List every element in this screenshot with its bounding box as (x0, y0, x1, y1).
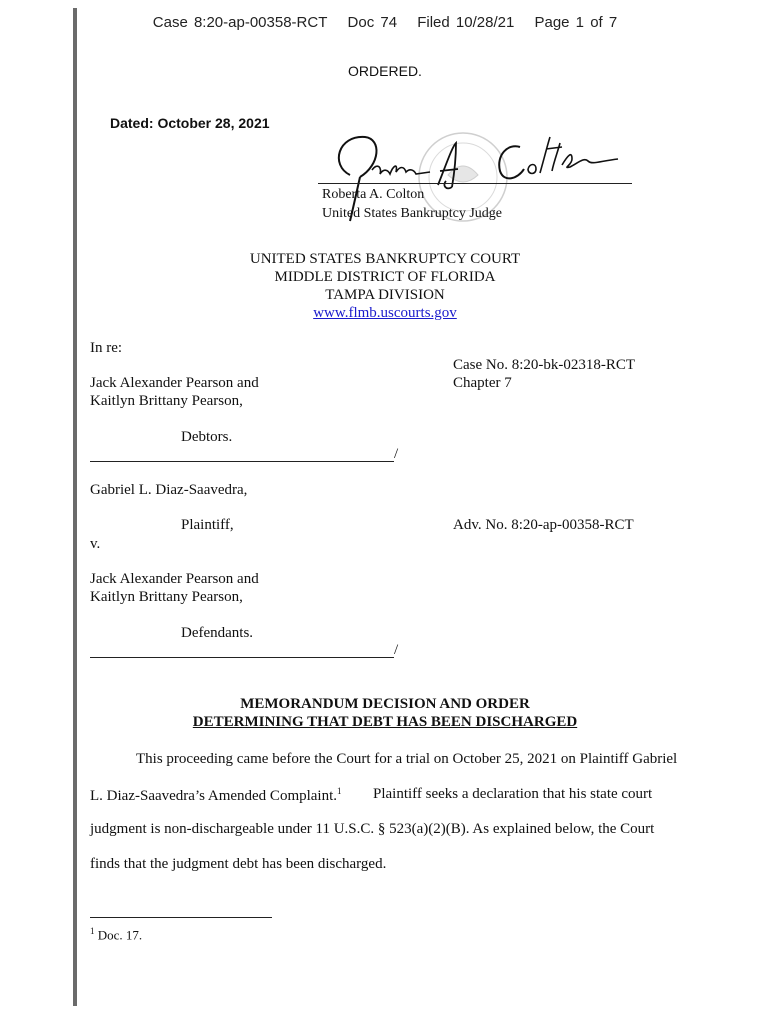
chapter: Chapter 7 (453, 375, 512, 391)
debtors-label: Debtors. (181, 429, 233, 445)
plaintiff-label: Plaintiff, (181, 517, 234, 533)
versus-label: v. (90, 536, 101, 552)
debtor-line-1: Jack Alexander Pearson and (90, 375, 259, 391)
decision-title-line-2: DETERMINING THAT DEBT HAS BEEN DISCHARGED (192, 714, 578, 730)
in-re-label: In re: (90, 340, 123, 356)
body-line-4: finds that the judgment debt has been discharged. (90, 856, 387, 872)
filing-header (0, 14, 770, 31)
court-name: UNITED STATES BANKRUPTCY COURT (249, 251, 521, 267)
footnote (90, 926, 142, 943)
caption-rule-1 (90, 461, 394, 462)
court-website-link[interactable]: www.flmb.uscourts.gov (313, 305, 457, 321)
plaintiff-name: Gabriel L. Diaz-Saavedra, (90, 482, 248, 498)
footnote-ref: 1 (337, 786, 342, 796)
footnote-text: Doc. 17. (97, 927, 143, 943)
defendant-line-2: Kaitlyn Brittany Pearson, (90, 589, 243, 605)
case-number: Case No. 8:20-bk-02318-RCT (453, 357, 636, 373)
footnote-rule (90, 917, 272, 918)
signature-line (318, 183, 632, 184)
body-line-1: This proceeding came before the Court for a trial on October 25, 2021 on Plaintiff Gabriel (136, 751, 678, 767)
decision-title-line-1: MEMORANDUM DECISION AND ORDER (240, 696, 530, 712)
adversary-number: Adv. No. 8:20-ap-00358-RCT (453, 517, 634, 533)
court-website-row (0, 304, 770, 323)
footnote-number: 1 (90, 926, 95, 936)
header-case-number: Case 8:20-ap-00358-RCT (152, 14, 328, 31)
defendant-line-1: Jack Alexander Pearson and (90, 571, 259, 587)
court-division: TAMPA DIVISION (325, 287, 445, 303)
debtor-line-2: Kaitlyn Brittany Pearson, (90, 393, 243, 409)
caption-slash-2: / (394, 642, 399, 658)
judge-name: Roberta A. Colton (322, 187, 425, 202)
margin-bar (73, 8, 77, 1006)
body-line-2-text: L. Diaz-Saavedra’s Amended Complaint. (90, 788, 338, 804)
caption-rule-2 (90, 657, 394, 658)
header-filed-date: Filed 10/28/21 (417, 14, 515, 31)
caption-slash-1: / (394, 446, 399, 462)
defendants-label: Defendants. (181, 625, 254, 641)
judge-title: United States Bankruptcy Judge (322, 206, 503, 221)
ordered-label: ORDERED. (348, 63, 422, 79)
header-doc-number: Doc 74 (347, 14, 398, 31)
header-page-count: Page 1 of 7 (534, 14, 618, 31)
body-line-2b: Plaintiff seeks a declaration that his state court (373, 786, 653, 802)
body-line-3: judgment is non-dischargeable under 11 U.S.C. § 523(a)(2)(B). As explained below, the Court (90, 821, 655, 837)
court-district: MIDDLE DISTRICT OF FLORIDA (274, 269, 496, 285)
dated-line: Dated: October 28, 2021 (110, 115, 270, 131)
body-line-2 (90, 786, 342, 805)
